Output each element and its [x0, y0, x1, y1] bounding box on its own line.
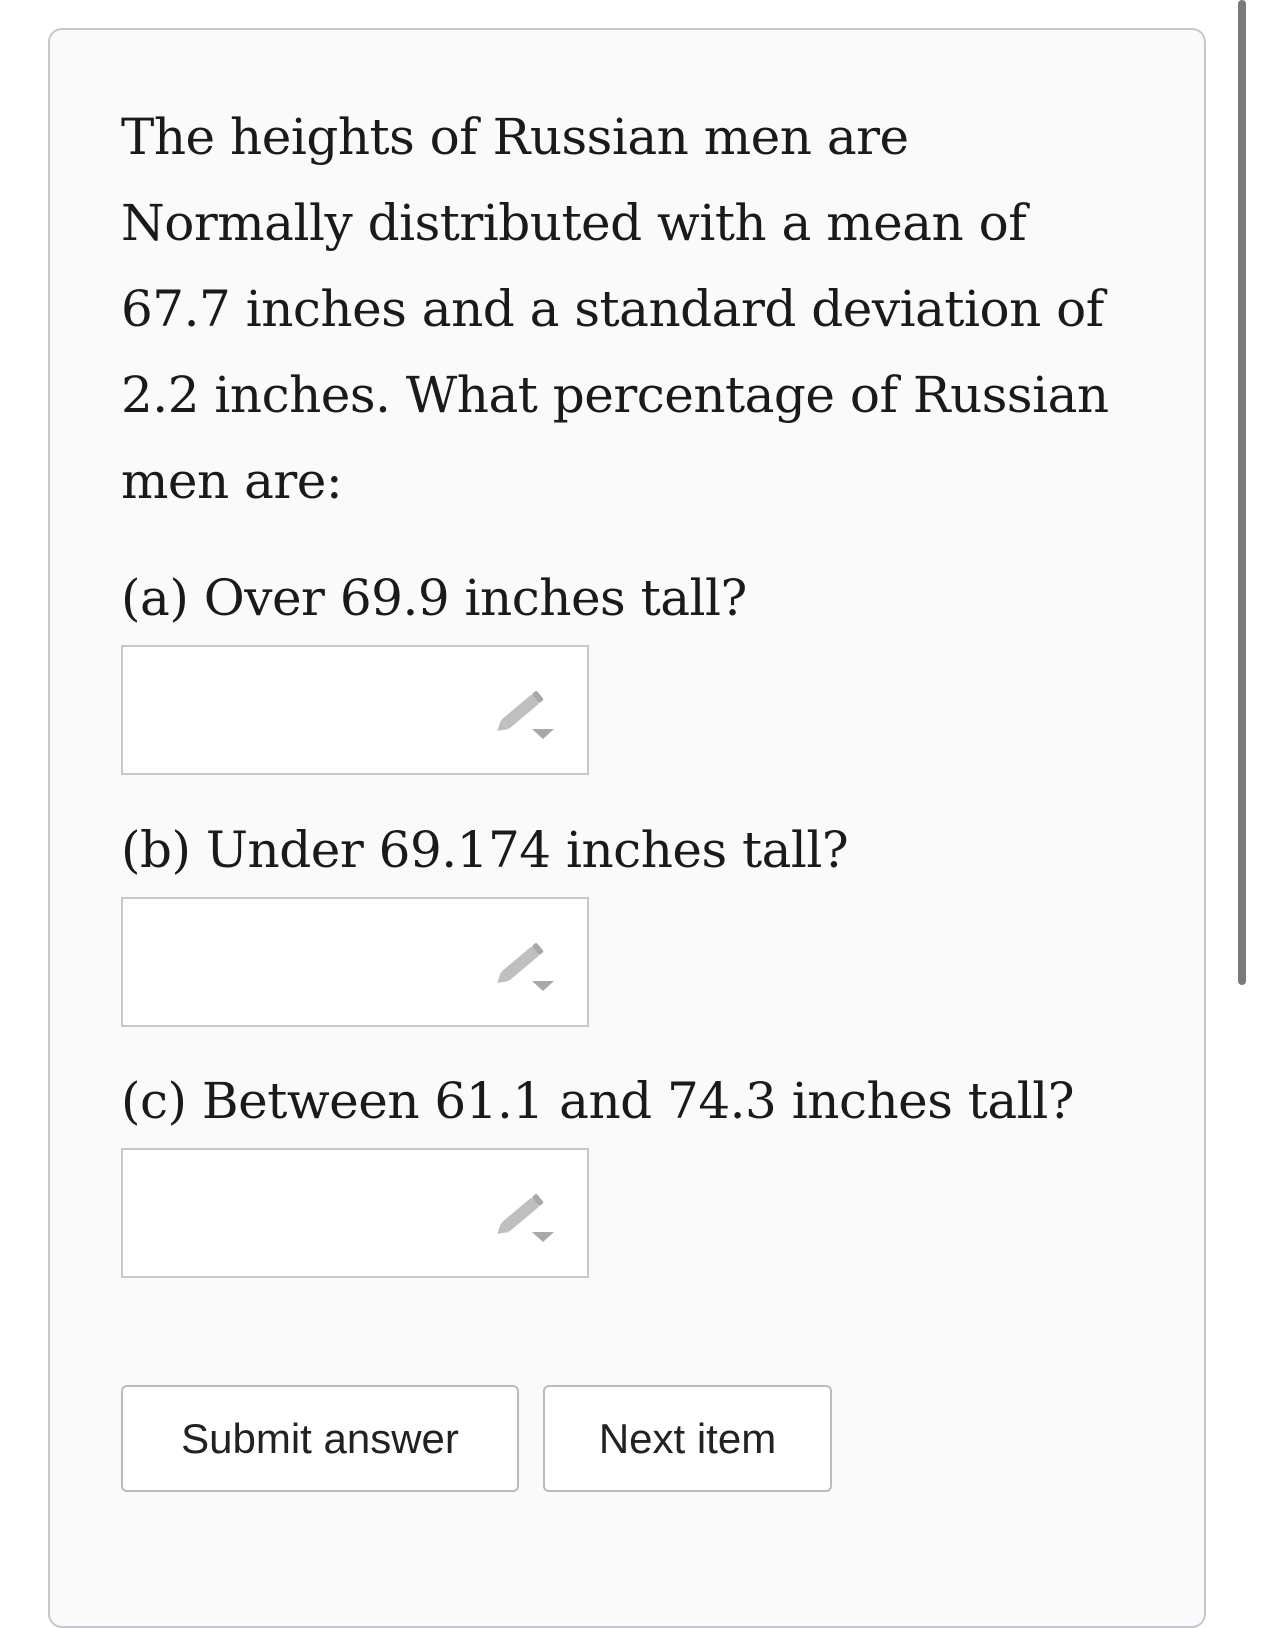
pencil-dropdown-icon[interactable] [496, 1190, 556, 1246]
part-b-label: (b) Under 69.174 inches tall? [121, 821, 849, 879]
answer-box-b[interactable] [121, 897, 589, 1027]
answer-box-c[interactable] [121, 1148, 589, 1278]
answer-box-a[interactable] [121, 645, 589, 775]
next-item-button[interactable]: Next item [543, 1385, 832, 1492]
pencil-dropdown-icon[interactable] [496, 939, 556, 995]
question-text: The heights of Russian men are Normally distributed with a mean of 67.7 inches and a standard deviation of 2.2 inches. What percentage of Russian men are: [121, 108, 1109, 510]
part-a-label: (a) Over 69.9 inches tall? [121, 569, 747, 627]
pencil-dropdown-icon[interactable] [496, 687, 556, 743]
page-scrollbar[interactable] [1238, 0, 1246, 985]
part-c-label: (c) Between 61.1 and 74.3 inches tall? [121, 1072, 1074, 1130]
submit-answer-button[interactable]: Submit answer [121, 1385, 519, 1492]
